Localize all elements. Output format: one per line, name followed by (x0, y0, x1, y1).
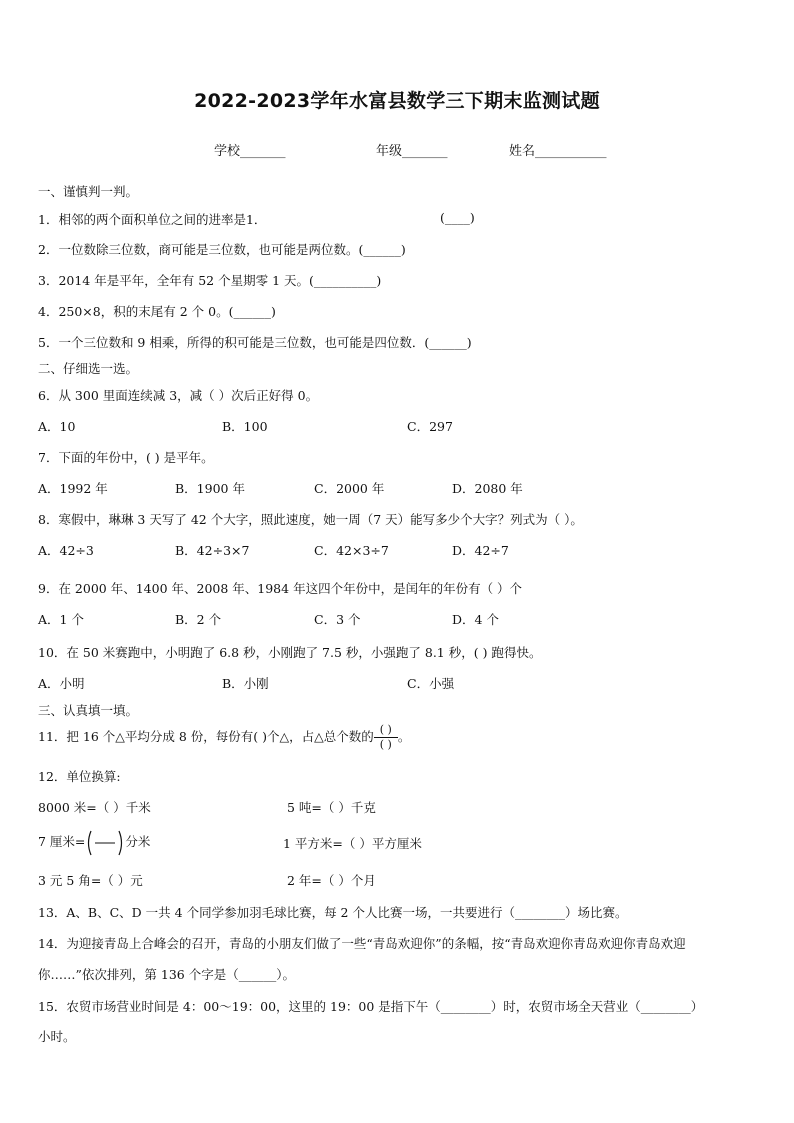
fraction-numerator: ( ) (374, 723, 398, 738)
question-8-option-b: B．42÷3×7 (175, 543, 250, 558)
question-6: 6．从 300 里面连续减 3，减（ ）次后正好得 0。 (38, 388, 319, 403)
conversion-yuan: 3 元 5 角=（ ）元 (38, 873, 143, 888)
question-9-option-c: C．3 个 (314, 612, 361, 627)
question-14-line-2: 你……”依次排列，第 136 个字是（______）。 (38, 967, 295, 982)
question-11-fraction (374, 723, 398, 752)
question-9-option-b: B．2 个 (175, 612, 222, 627)
conversion-years-to-months: 2 年=（ ）个月 (287, 873, 376, 888)
question-8-option-a: A．42÷3 (38, 543, 94, 558)
question-6-option-b: B．100 (222, 419, 268, 434)
question-14-line-1: 14．为迎接青岛上合峰会的召开，青岛的小朋友们做了一些“青岛欢迎你”的条幅，按“青岛欢迎你青岛欢迎你青岛欢迎 (38, 936, 686, 951)
question-8: 8．寒假中，琳琳 3 天写了 42 个大字，照此速度，她一周（7 天）能写多少个大字？列式为（ ）。 (38, 512, 583, 527)
question-1-answer-blank: (____) (440, 210, 475, 225)
conversion-tons-to-kg: 5 吨=（ ）千克 (287, 800, 376, 815)
question-3: 3．2014 年是平年，全年有 52 个星期零 1 天。(__________) (38, 273, 382, 288)
section-heading-2: 二、仔细选一选。 (38, 361, 139, 376)
question-15-line-2: 小时。 (38, 1029, 76, 1044)
page-title: 2022-2023学年水富县数学三下期末监测试题 (194, 90, 600, 112)
question-11-text: 11．把 16 个△平均分成 8 份，每份有( )个△，占△总个数的 (38, 729, 374, 744)
grade-field: 年级_______ (376, 144, 448, 159)
question-6-option-a: A．10 (38, 419, 76, 434)
question-13: 13．A、B、C、D 一共 4 个同学参加羽毛球比赛，每 2 个人比赛一场，一共要进行（________）场比赛。 (38, 905, 628, 920)
section-heading-3: 三、认真填一填。 (38, 703, 139, 718)
question-10: 10．在 50 米赛跑中，小明跑了 6.8 秒，小刚跑了 7.5 秒，小强跑了 8.1 秒，( ) 跑得快。 (38, 645, 542, 660)
question-2: 2．一位数除三位数，商可能是三位数，也可能是两位数。(______) (38, 242, 406, 257)
conversion-dm-label: 分米 (125, 834, 151, 849)
question-7-option-c: C．2000 年 (314, 481, 385, 496)
fraction-blank-icon (85, 829, 125, 857)
question-9: 9．在 2000 年、1400 年、2008 年、1984 年这四个年份中，是闰年的年份有（ ）个 (38, 581, 523, 596)
school-field: 学校_______ (214, 144, 286, 159)
fraction-denominator: ( ) (379, 738, 392, 751)
question-7-option-d: D．2080 年 (452, 481, 523, 496)
question-11-end: 。 (397, 729, 411, 744)
section-heading-1: 一、谨慎判一判。 (38, 184, 139, 199)
conversion-meters-to-km: 8000 米=（ ）千米 (38, 800, 151, 815)
question-10-option-a: A．小明 (38, 676, 85, 691)
question-4: 4．250×8，积的末尾有 2 个 0。(______) (38, 304, 276, 319)
question-5: 5．一个三位数和 9 相乘，所得的积可能是三位数，也可能是四位数．(______) (38, 335, 472, 350)
conversion-sqm-to-sqcm: 1 平方米=（ ）平方厘米 (283, 836, 422, 851)
question-7-option-a: A．1992 年 (38, 481, 108, 496)
question-8-option-c: C．42×3÷7 (314, 543, 389, 558)
name-field: 姓名___________ (509, 144, 607, 159)
question-11 (38, 723, 410, 752)
question-1: 1．相邻的两个面积单位之间的进率是1． (38, 212, 267, 227)
conversion-cm-label: 7 厘米= (38, 834, 86, 849)
question-9-option-d: D．4 个 (452, 612, 499, 627)
question-6-option-c: C．297 (407, 419, 453, 434)
question-8-option-d: D．42÷7 (452, 543, 509, 558)
question-15-line-1: 15．农贸市场营业时间是 4：00～19：00，这里的 19：00 是指下午（________）时，农贸市场全天营业（________） (38, 999, 704, 1014)
conversion-cm-to-dm (38, 828, 150, 857)
question-10-option-c: C．小强 (407, 676, 455, 691)
question-10-option-b: B．小刚 (222, 676, 269, 691)
question-7: 7．下面的年份中，( ) 是平年。 (38, 450, 214, 465)
question-12: 12．单位换算: (38, 769, 121, 784)
question-9-option-a: A．1 个 (38, 612, 84, 627)
question-7-option-b: B．1900 年 (175, 481, 245, 496)
